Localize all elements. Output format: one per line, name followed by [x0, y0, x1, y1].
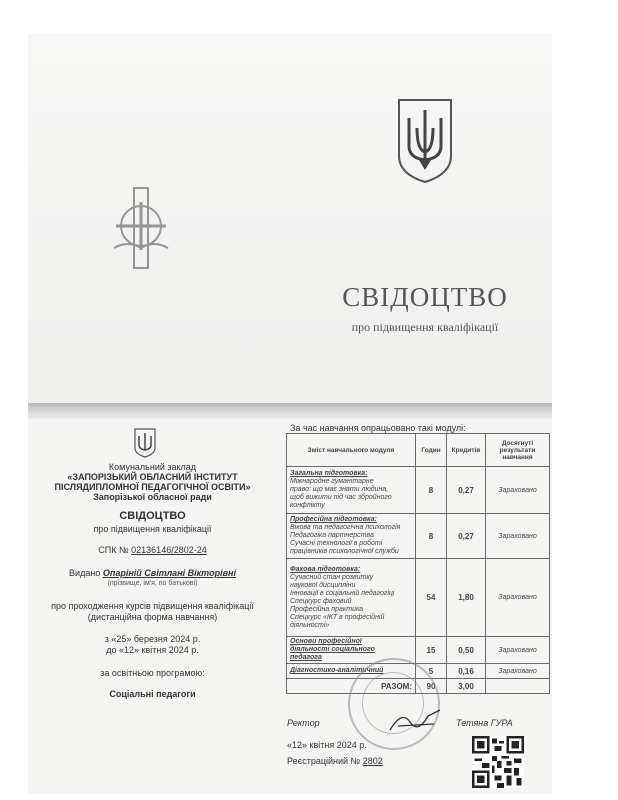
module-credits: 1,80 [447, 559, 486, 637]
table-row [287, 467, 550, 514]
module-status: Зараховано [486, 559, 550, 637]
module-line: діяльності» [290, 621, 330, 629]
council-name: Запорізької обласної ради [93, 492, 212, 502]
spk-number-line [40, 545, 265, 555]
module-status: Зараховано [486, 467, 550, 514]
course-line: про проходження курсів підвищення кваліфікації [51, 601, 254, 611]
doc-subtitle: про підвищення кваліфікації [93, 524, 212, 534]
cover-title: СВІДОЦТВО [342, 282, 508, 312]
module-hours: 54 [416, 559, 447, 637]
module-line: Професійна практика [290, 605, 364, 613]
header-hours: Годин [416, 434, 447, 467]
official-stamp [348, 658, 440, 750]
module-hours: 15 [416, 637, 447, 664]
module-line: Сучасний стан розвитку [290, 573, 374, 581]
module-status: Зараховано [486, 514, 550, 559]
header-content: Зміст навчального модуля [287, 434, 416, 467]
module-line: педагога [290, 654, 322, 661]
header-results: Досягнуті результати навчання [486, 434, 550, 467]
module-line: Спецкурс фаховий [290, 597, 352, 605]
module-content [287, 559, 416, 637]
sign-date: «12» квітня 2024 р. [287, 740, 367, 750]
module-line: конфлікту [290, 502, 325, 509]
name-hint: (прізвище, ім'я, по батькові) [107, 580, 198, 587]
module-title: Фахова підготовка: [290, 565, 361, 573]
module-status: Зараховано [486, 637, 550, 664]
module-hours: 5 [416, 664, 447, 679]
total-credits: 3,00 [447, 679, 486, 694]
module-title: Професійна підготовка: [290, 516, 377, 523]
module-line: наукової дисципліни [290, 581, 356, 589]
module-line: Педагогіка партнерства [290, 532, 374, 539]
module-credits: 0,16 [447, 664, 486, 679]
date-to: до «12» квітня 2024 р. [106, 645, 199, 655]
table-row [287, 559, 550, 637]
spk-number: 02136146/2802-24 [131, 545, 207, 555]
total-label: РАЗОМ: [287, 679, 416, 694]
registry-label: Реєстраційний № [287, 756, 361, 766]
modules-caption: За час навчання опрацьовано такі модулі: [290, 423, 466, 433]
module-content [287, 514, 416, 559]
table-row [287, 637, 550, 664]
issued-to-name: Опарiнiй Свiтланi Вiкторiвнi [102, 568, 236, 578]
total-empty-cell [486, 679, 550, 694]
module-line: Міжнародне гуманітарне [290, 478, 374, 485]
spk-prefix: СПК № [98, 545, 129, 555]
doc-title: СВІДОЦТВО [119, 510, 186, 522]
program-name: Соціальні педагоги [109, 689, 196, 699]
module-title: Основи професійної [290, 638, 362, 645]
cover-page [28, 34, 552, 410]
institution-name-line-2: ПІСЛЯДИПЛОМНОЇ ПЕДАГОГІЧНОЇ ОСВІТИ» [54, 482, 251, 492]
module-line: діяльності соціального [290, 646, 375, 653]
module-credits: 0,27 [447, 467, 486, 514]
total-hours: 90 [416, 679, 447, 694]
date-from: з «25» березня 2024 р. [104, 634, 201, 644]
coat-of-arms-icon [395, 98, 455, 184]
table-row [287, 514, 550, 559]
module-line: Інновації в соціальній педагогіці [290, 589, 395, 597]
module-credits: 0,50 [447, 637, 486, 664]
small-coat-of-arms-icon [133, 428, 157, 458]
module-line: працівників психологічної служби [290, 548, 399, 555]
rector-name: Тетяна ГУРА [456, 718, 513, 728]
modules-header-row [287, 434, 550, 467]
qr-code-icon [472, 736, 524, 788]
module-line: Вікова та педагогічна психологія [290, 524, 401, 531]
institute-emblem-icon [108, 186, 174, 270]
module-line: право: що має знати людина, [290, 486, 389, 493]
institution-type: Комунальний заклад [108, 462, 197, 472]
module-line: Сучасні технології в роботі [290, 540, 383, 547]
module-content [287, 467, 416, 514]
module-title: Діагностико-аналітичний [290, 667, 384, 674]
module-hours: 8 [416, 514, 447, 559]
program-intro: за освітньою програмою: [100, 668, 205, 678]
signature-mark [388, 706, 442, 734]
module-status: Зараховано [486, 664, 550, 679]
cover-subtitle: про підвищення кваліфікації [351, 320, 499, 334]
issued-line [40, 568, 265, 578]
registry-line [287, 756, 383, 766]
institution-name-line-1: «ЗАПОРІЗЬКИЙ ОБЛАСНИЙ ІНСТИТУТ [67, 472, 238, 482]
page-fold [28, 403, 552, 419]
module-line: щоб вижити під час збройного [290, 494, 392, 501]
module-hours: 8 [416, 467, 447, 514]
module-credits: 0,27 [447, 514, 486, 559]
modules-table [286, 433, 550, 694]
registry-number: 2802 [362, 756, 383, 766]
module-line: Спецкурс «ІКТ в професійній [290, 613, 385, 621]
module-title: Загальна підготовка: [290, 470, 368, 477]
rector-label: Ректор [287, 718, 320, 728]
header-credits: Кредитів [447, 434, 486, 467]
course-form: (дистанційна форма навчання) [87, 612, 218, 622]
issued-prefix: Видано [69, 568, 101, 578]
